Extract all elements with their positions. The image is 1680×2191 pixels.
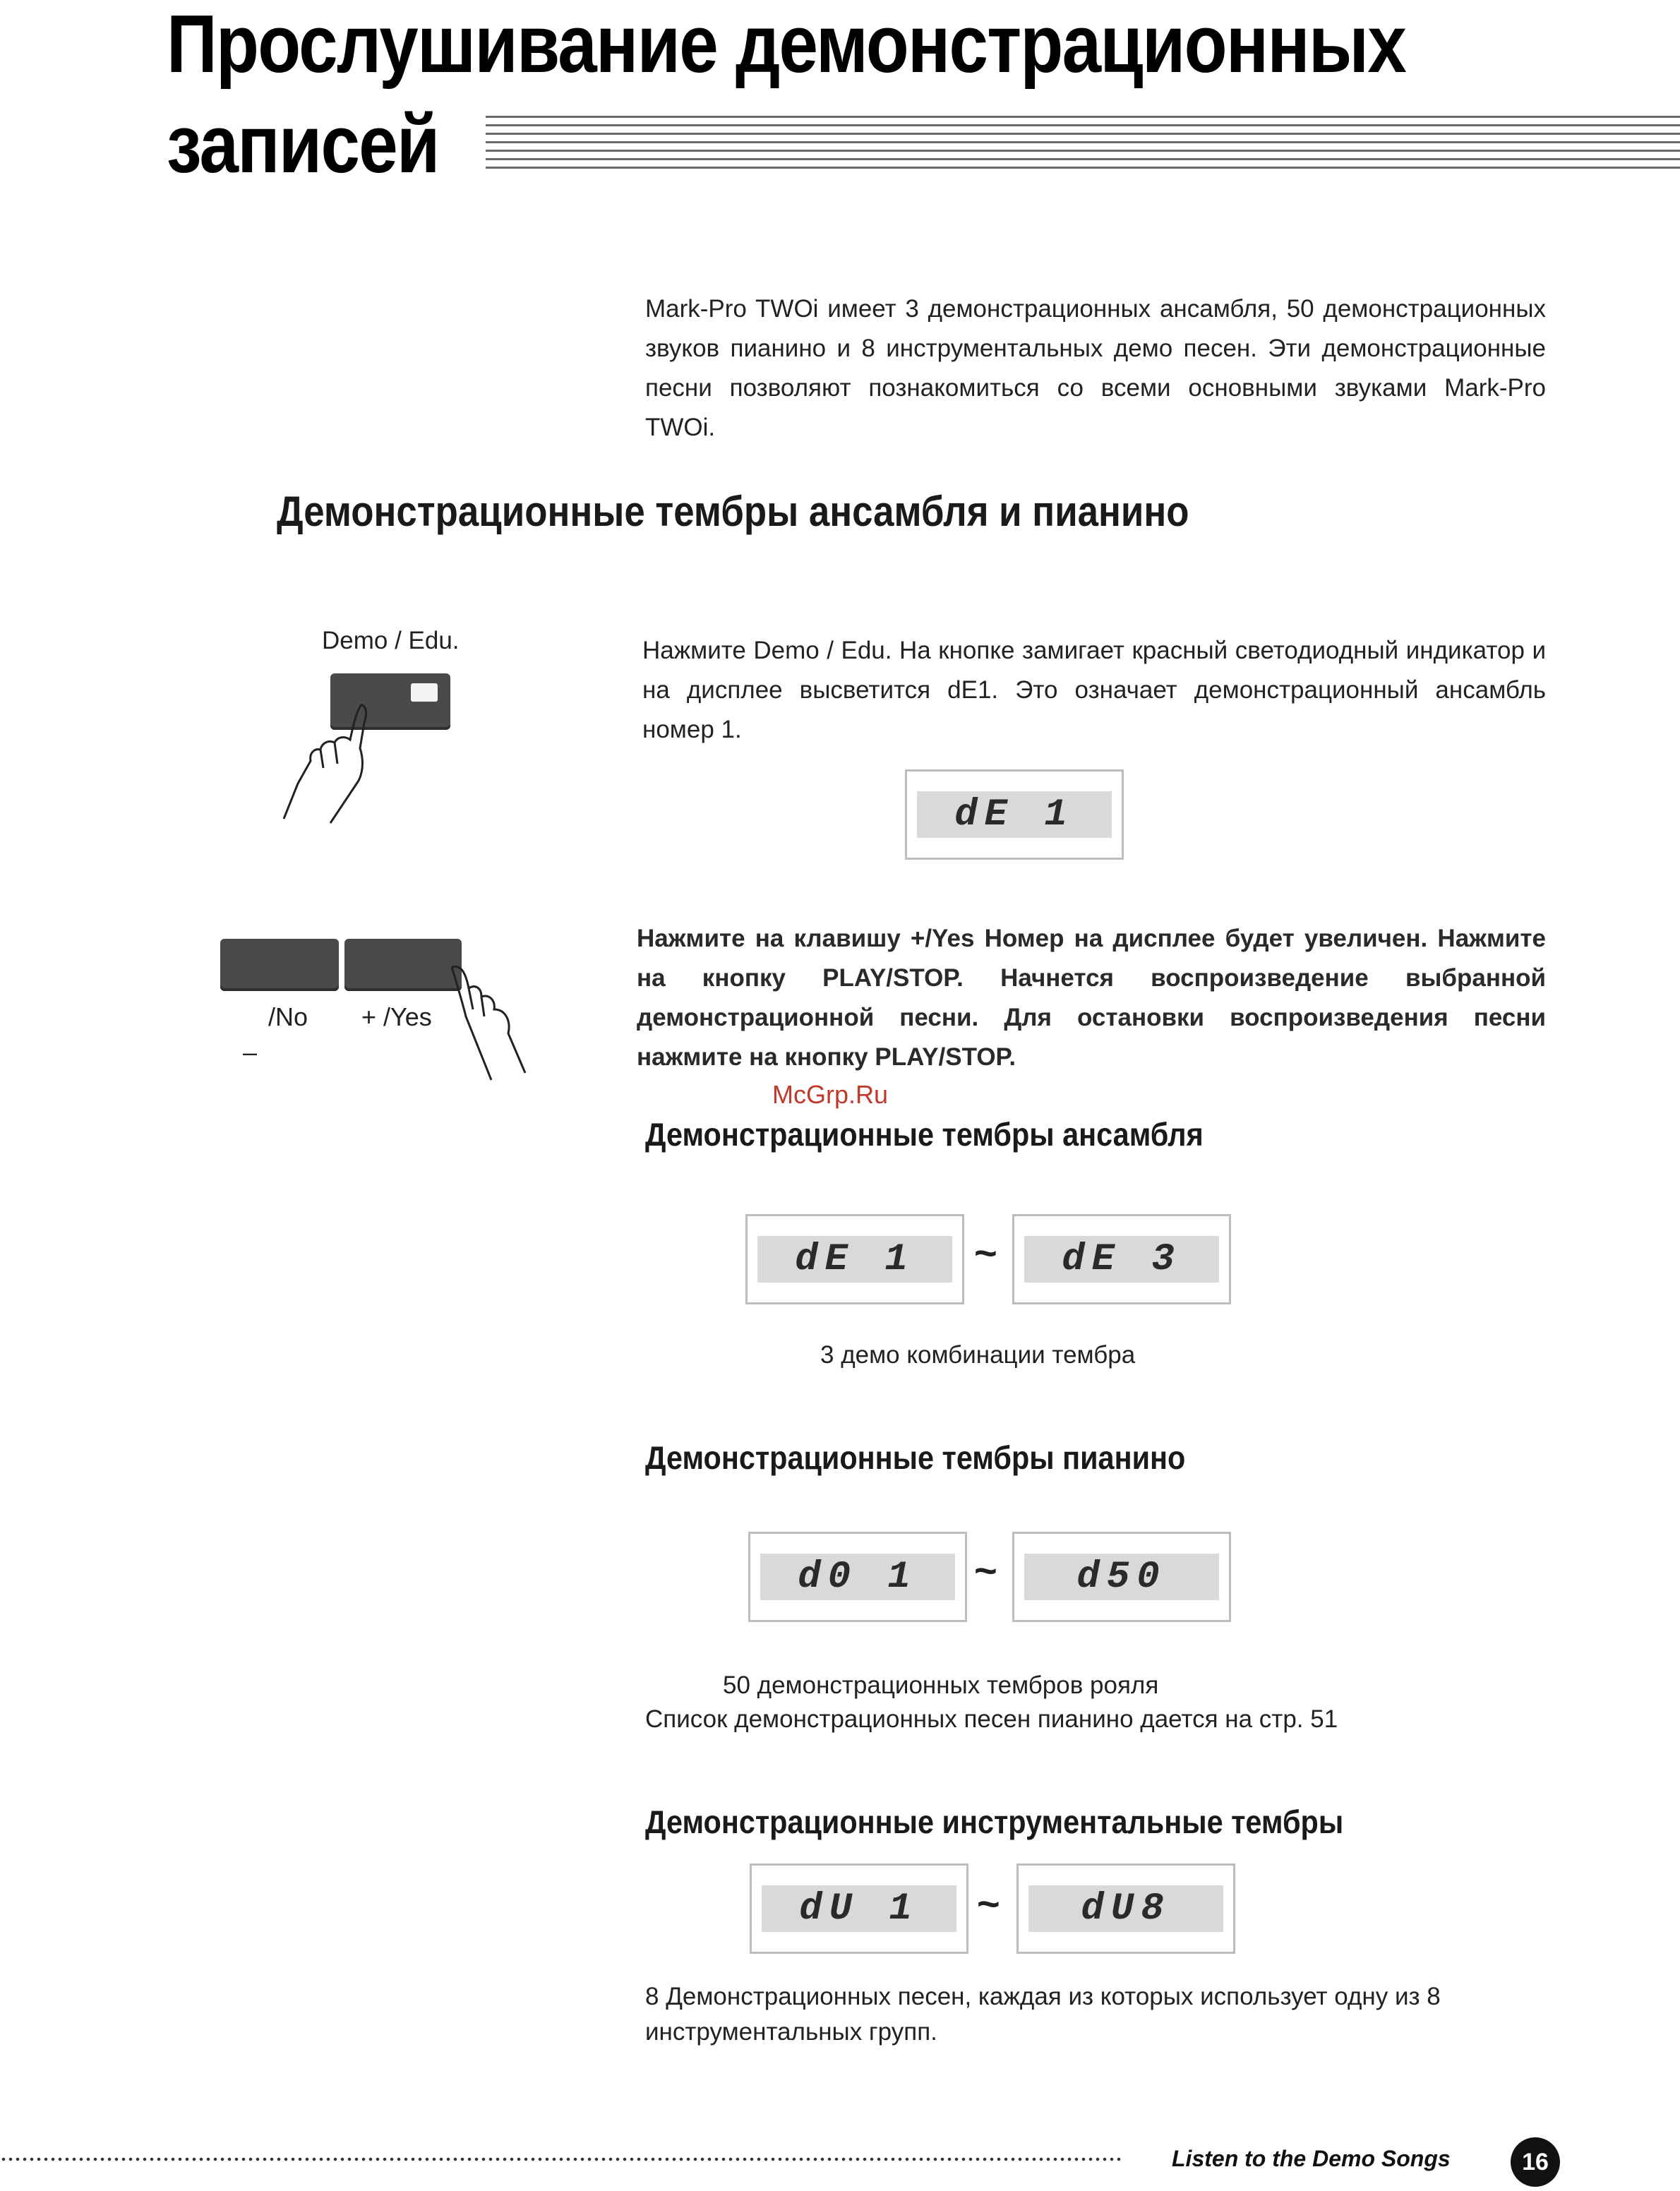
piano-caption-1: 50 демонстрационных тембров рояля (723, 1671, 1159, 1699)
lcd-piano-to-text: d50 (1024, 1554, 1219, 1600)
footer-dotted-rule (0, 2157, 1122, 2161)
lcd-instrument-to-text: dU8 (1028, 1885, 1223, 1932)
lcd-instrument-to (1016, 1863, 1235, 1954)
ensemble-heading: Демонстрационные тембры ансамбля (645, 1116, 1204, 1153)
piano-caption-2: Список демонстрационных песен пианино дается на стр. 51 (645, 1705, 1338, 1733)
section-heading: Демонстрационные тембры ансамбля и пианино (277, 488, 1189, 535)
lcd-piano-to (1012, 1532, 1231, 1622)
no-button[interactable] (220, 939, 339, 991)
instrument-heading: Демонстрационные инструментальные тембры (645, 1803, 1344, 1840)
page-number: 16 (1511, 2137, 1560, 2187)
lcd-display-step1-text: dE 1 (917, 791, 1112, 838)
ensemble-tilde: ~ (974, 1230, 997, 1275)
ensemble-caption: 3 демо комбинации тембра (820, 1341, 1136, 1369)
lcd-ensemble-to-text: dE 3 (1024, 1236, 1219, 1283)
step2-paragraph: Нажмите на клавишу +/Yes Номер на дисплее будет увеличен. Нажмите на кнопку PLAY/STOP. Начнется воспроизведение выбранной демонстрационной песни. Для остановки воспроизведения песни нажмите на кнопку PLAY/STOP. (637, 925, 1546, 1071)
lcd-ensemble-from-text: dE 1 (757, 1236, 952, 1283)
minus-label: – (243, 1038, 258, 1067)
pressing-hand-icon (277, 699, 397, 826)
demo-edu-label: Demo / Edu. (322, 627, 460, 654)
title-rule-lines (486, 116, 1680, 176)
watermark: McGrp.Ru (772, 1080, 889, 1109)
no-label: /No (268, 1002, 308, 1031)
lcd-display-step1 (905, 769, 1124, 860)
step1-paragraph: Нажмите Demo / Edu. На кнопке замигает красный светодиодный индикатор и на дисплее высветится dE1. Это означает демонстрационный ансамбль номер 1. (642, 637, 1546, 743)
page-title-line1: Прослушивание демонстрационных (167, 0, 1406, 90)
footer-title: Listen to the Demo Songs (1172, 2146, 1451, 2171)
piano-tilde: ~ (974, 1548, 997, 1592)
lcd-instrument-from (750, 1863, 968, 1954)
piano-heading: Демонстрационные тембры пианино (645, 1439, 1186, 1476)
pressing-hand-icon-2 (438, 960, 536, 1087)
intro-paragraph: Mark-Pro TWOi имеет 3 демонстрационных ансамбля, 50 демонстрационных звуков пианино и 8 инструментальных демо песен. Эти демонстрационные песни позволяют познакомиться со всеми основными звуками Mark-Pro TWOi. (645, 295, 1546, 441)
lcd-instrument-from-text: dU 1 (762, 1885, 956, 1932)
instrument-tilde: ~ (977, 1881, 1000, 1926)
instrument-caption: 8 Демонстрационных песен, каждая из которых использует одну из 8 инструментальных групп. (645, 1983, 1441, 2046)
lcd-ensemble-to (1012, 1214, 1231, 1304)
yes-label: + /Yes (361, 1002, 432, 1031)
lcd-piano-from (748, 1532, 967, 1622)
page-title-line2: записей (167, 98, 439, 190)
lcd-ensemble-from (745, 1214, 964, 1304)
lcd-piano-from-text: d0 1 (760, 1554, 955, 1600)
